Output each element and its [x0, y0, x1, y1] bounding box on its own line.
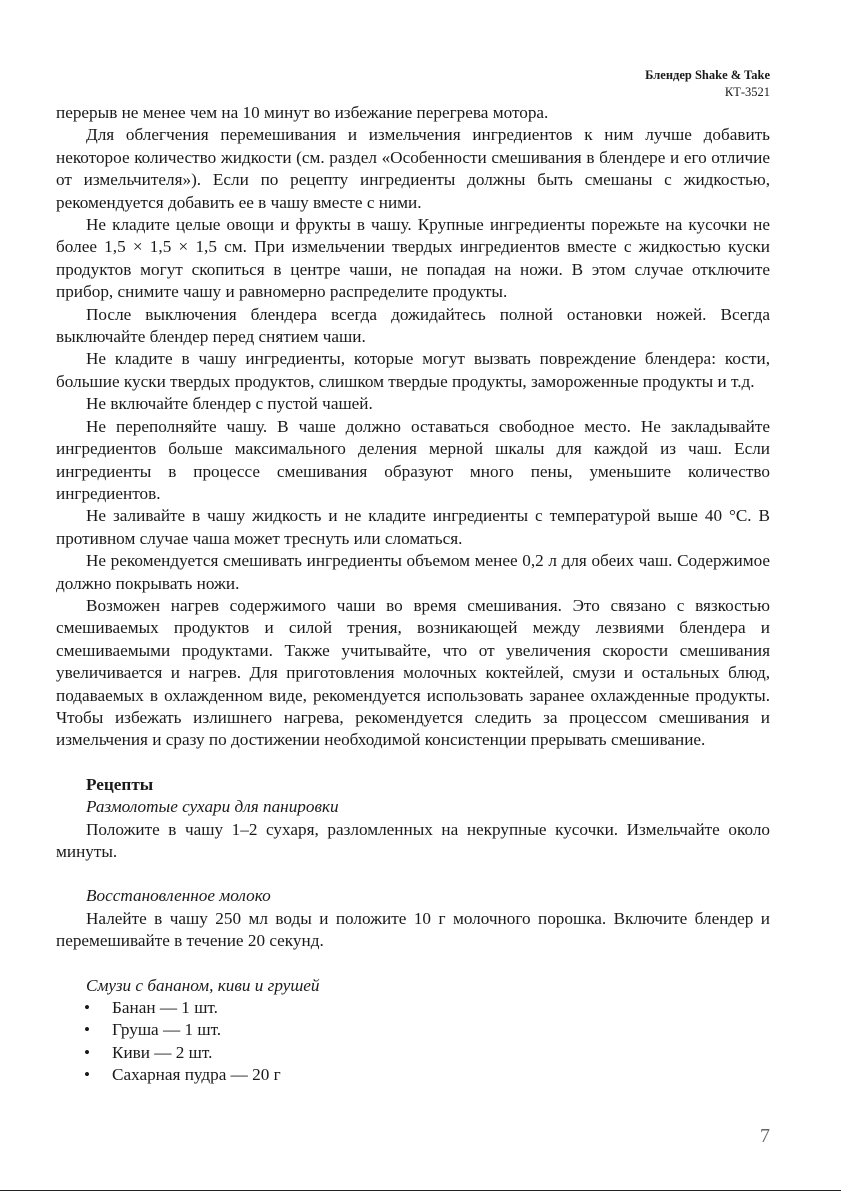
recipe-title-smoothie: Смузи с бананом, киви и грушей — [86, 975, 320, 995]
ingredient-text: Киви — 2 шт. — [112, 1042, 213, 1062]
recipes-heading: Рецепты — [86, 774, 154, 794]
spacer — [56, 953, 770, 975]
paragraph: Не рекомендуется смешивать ингредиенты объемом менее 0,2 л для обеих чаш. Содержимое должно покрывать ножи. — [56, 551, 770, 593]
bullet-icon: • — [84, 1042, 91, 1062]
spacer — [56, 863, 770, 885]
paragraph: Возможен нагрев содержимого чаши во время смешивания. Это связано с вязкостью смешиваемых продуктов и силой трения, возникающей между лезвиями блендера и смешиваемыми продуктами. Также учитывайте, что от увеличения скорости смешивания увеличивается и нагрев. Для приготовления молочных коктейлей, смузи и остальных блюд, подаваемых в охлажденном виде, рекомендуется использовать заранее охлажденные продукты. Чтобы избежать излишнего нагрева, рекомендуется следить за процессом смешивания и измельчения и сразу по достижении необходимой консистенции прерывать смешивание. — [56, 595, 770, 750]
ingredient-text: Груша — 1 шт. — [112, 1020, 222, 1040]
page-content — [56, 102, 770, 1087]
bullet-icon: • — [84, 1065, 91, 1085]
ingredient-item — [56, 997, 770, 1019]
ingredient-text: Сахарная пудра — 20 г — [112, 1065, 281, 1085]
recipe-title-milk: Восстановленное молоко — [86, 886, 271, 906]
recipe-text-milk: Налейте в чашу 250 мл воды и положите 10 г молочного порошка. Включите блендер и перемешивайте в течение 20 секунд. — [56, 908, 770, 951]
document-title: Блендер Shake & Take — [645, 68, 770, 82]
paragraph: перерыв не менее чем на 10 минут во избежание перегрева мотора. — [56, 103, 549, 122]
bottom-rule — [0, 1190, 841, 1191]
ingredient-item — [56, 1042, 770, 1064]
paragraph: Не включайте блендер с пустой чашей. — [86, 394, 373, 414]
bullet-icon: • — [84, 1020, 91, 1040]
paragraph: Не кладите целые овощи и фрукты в чашу. Крупные ингредиенты порежьте на кусочки не более 1,5 × 1,5 × 1,5 см. При измельчении твердых ингредиентов вместе с жидкостью куски продуктов могут скопиться в центре чаши, не попадая на ножи. В этом случае отключите прибор, снимите чашу и равномерно распределите продукты. — [56, 215, 770, 302]
model-number: КТ-3521 — [724, 85, 770, 99]
ingredient-item — [56, 1019, 770, 1041]
paragraph: После выключения блендера всегда дожидайтесь полной остановки ножей. Всегда выключайте блендер перед снятием чаши. — [56, 304, 770, 347]
ingredient-item — [56, 1064, 770, 1086]
paragraph: Не кладите в чашу ингредиенты, которые могут вызвать повреждение блендера: кости, большие куски твердых продуктов, слишком твердые продукты, замороженные продукты и т.д. — [56, 349, 770, 391]
paragraph: Не заливайте в чашу жидкость и не кладите ингредиенты с температурой выше 40 °С. В противном случае чаша может треснуть или сломаться. — [56, 506, 770, 548]
page-header — [645, 67, 770, 101]
ingredient-list — [56, 997, 770, 1087]
recipe-text-breadcrumbs: Положите в чашу 1–2 сухаря, разломленных на некрупные кусочки. Измельчайте около минуты. — [56, 819, 770, 861]
recipe-title-breadcrumbs: Размолотые сухари для панировки — [86, 797, 339, 817]
paragraph: Не переполняйте чашу. В чаше должно оставаться свободное место. Не закладывайте ингредиентов больше максимального деления мерной шкалы для каждой из чаш. Если ингредиенты в процессе смешивания образуют много пены, уменьшите количество ингредиентов. — [56, 416, 770, 503]
ingredient-text: Банан — 1 шт. — [112, 998, 218, 1018]
page-number: 7 — [760, 1125, 770, 1147]
bullet-icon: • — [84, 998, 91, 1018]
paragraph: Для облегчения перемешивания и измельчения ингредиентов к ним лучше добавить некоторое количество жидкости (см. раздел «Особенности смешивания в блендере и его отличие от измельчителя»). Если по рецепту ингредиенты должны быть смешаны с жидкостью, рекомендуется добавить ее в чашу вместе с ними. — [56, 125, 770, 212]
